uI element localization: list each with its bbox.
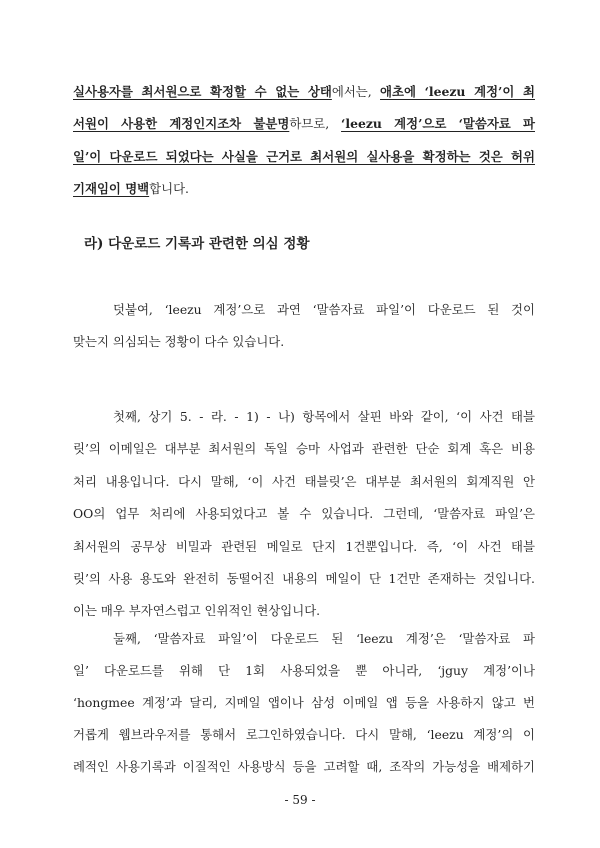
p1-l1-bold-underline-2: 애초에 ‘leezu 계정’이 최 [380,84,535,99]
p1-l1-bold-underline: 실사용자를 최서원으로 확정할 수 없는 상태 [73,84,332,99]
p1-line-2 [73,115,535,133]
p3-line-4: OO의 업무 처리에 사용되었다고 볼 수 있습니다. 그런데, ‘말씀자료 파일’은 [73,506,535,521]
p2-line-1: 덧붙여, ‘leezu 계정’으로 과연 ‘말씀자료 파일’이 다운로드 된 것이 [113,302,535,317]
p3-line-6: 릿’의 사용 용도와 완전히 동떨어진 내용의 메일이 단 1건만 존재하는 것입니다. [73,571,535,586]
p4-line-1: 둘째, ‘말씀자료 파일’이 다운로드 된 ‘leezu 계정’은 ‘말씀자료 파 [113,631,535,646]
p4-line-2: 일’ 다운로드를 위해 단 1회 사용되었을 뿐 아니라, ‘jguy 계정’이나 [73,663,535,678]
p4-line-3: ‘hongmee 계정’과 달리, 지메일 앱이나 삼성 이메일 앱 등을 사용하지 않고 번 [73,695,535,710]
p4-line-4: 거롭게 웹브라우저를 통해서 로그인하였습니다. 다시 말해, ‘leezu 계정’의 이 [73,727,535,742]
p1-l2-bold-underline-2: ‘leezu 계정’으로 ‘말씀자료 파 [341,116,535,131]
p1-line-4 [73,180,535,198]
p2-line-2: 맞는지 의심되는 정황이 다수 있습니다. [73,334,285,349]
page-number: - 59 - [284,793,316,807]
p1-l1-plain: 에서는, [331,84,381,99]
section-heading: 라) 다운로드 기록과 관련한 의심 정황 [84,236,310,252]
p1-l4-bold-underline: 기재임이 명백 [73,181,150,196]
p1-line-1 [73,83,535,101]
p1-line-3 [73,148,535,166]
p3-line-7: 이는 매우 부자연스럽고 인위적인 현상입니다. [73,603,321,618]
p1-l2-plain: 하므로, [289,116,342,131]
p1-l4-plain: 합니다. [149,181,189,196]
p4-line-5: 례적인 사용기록과 이질적인 사용방식 등을 고려할 때, 조작의 가능성을 배제하기 [73,759,535,774]
p3-line-1: 첫째, 상기 5. - 라. - 1) - 나) 항목에서 살핀 바와 같이, ‘이 사건 태블 [113,409,535,424]
p1-l2-bold-underline: 서원이 사용한 계정인지조차 불분명 [73,116,290,131]
p1-l3-bold-underline: 일’이 다운로드 되었다는 사실을 근거로 최서원의 실사용을 확정하는 것은 허위 [73,149,535,164]
p3-line-5: 최서원의 공무상 비밀과 관련된 메일로 단지 1건뿐입니다. 즉, ‘이 사건 태블 [73,539,535,554]
p3-line-3: 처리 내용입니다. 다시 말해, ‘이 사건 태블릿’은 대부분 최서원의 회계직원 안 [73,474,535,489]
p3-line-2: 릿’의 이메일은 대부분 최서원의 독일 승마 사업과 관련한 단순 회계 혹은 비용 [73,441,535,456]
